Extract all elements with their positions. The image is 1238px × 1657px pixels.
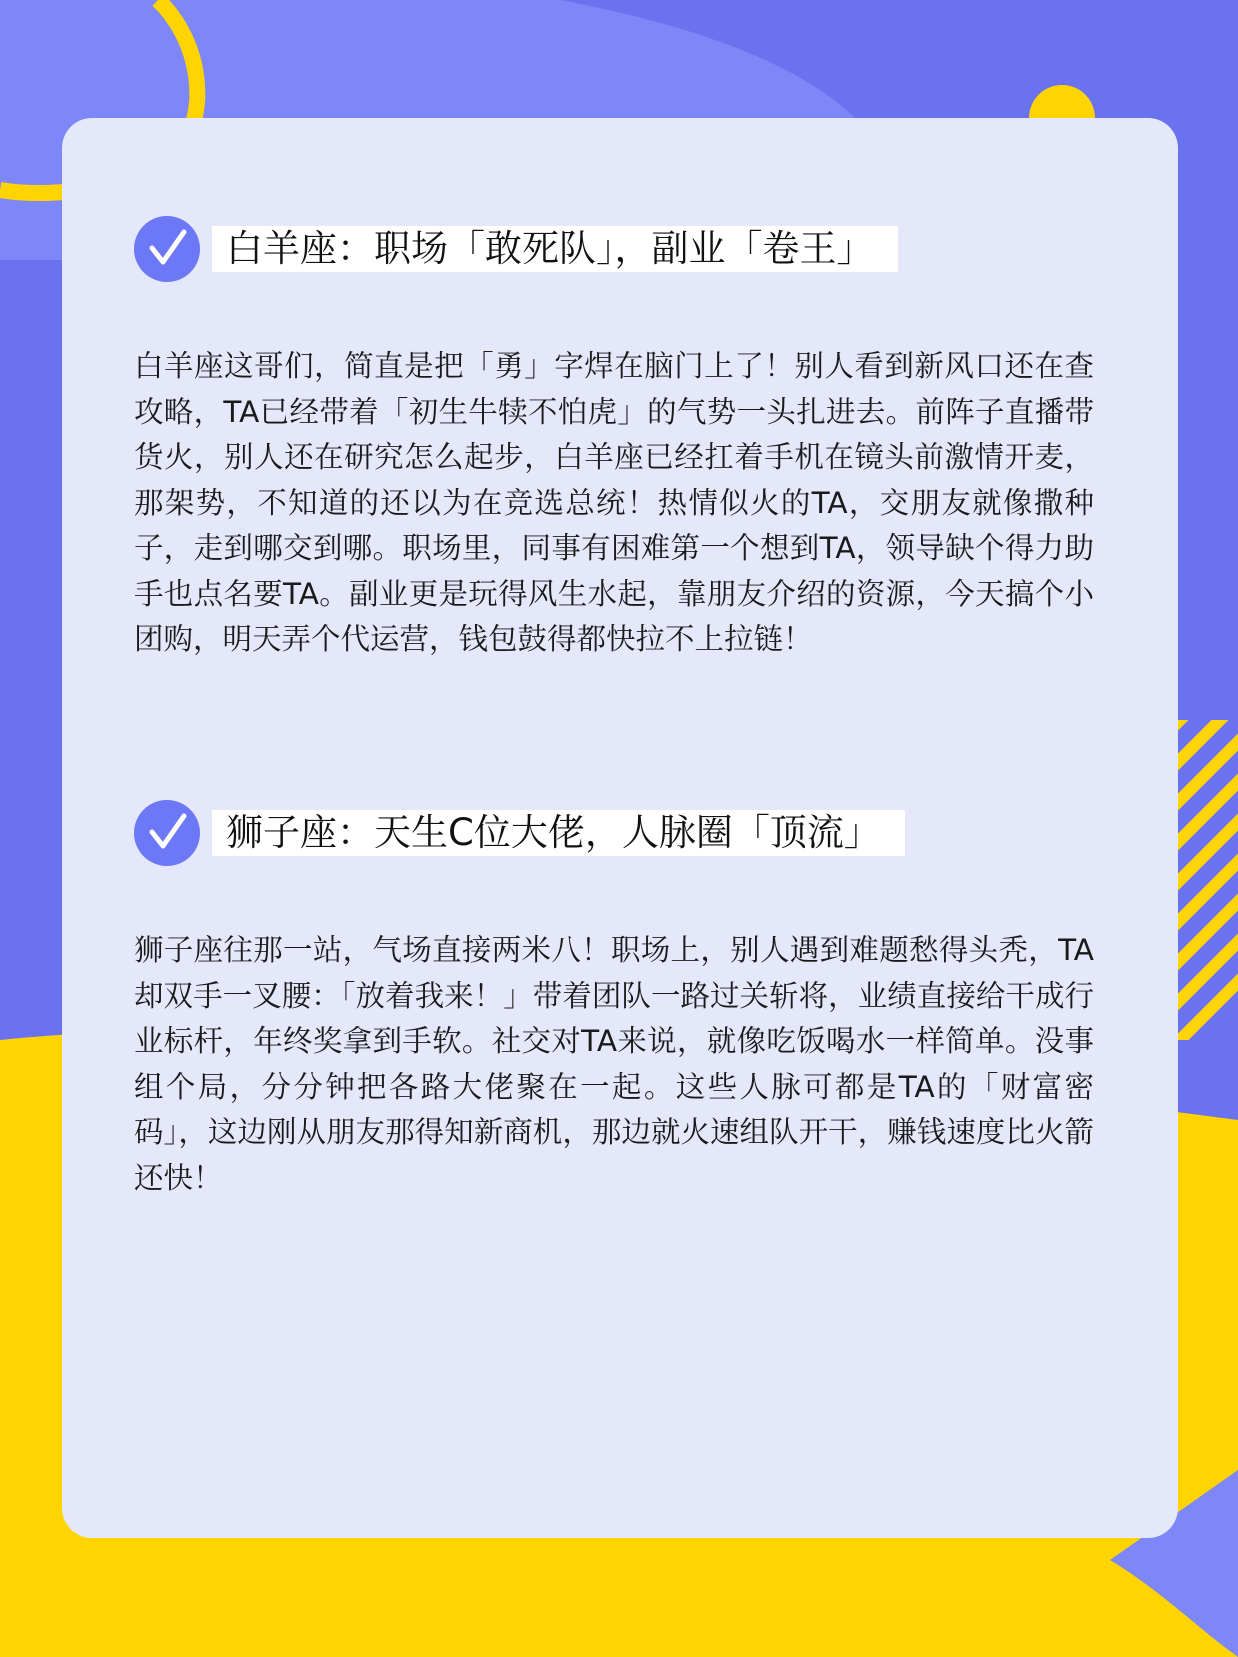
section-leo (134, 800, 1134, 1201)
section-body: 白羊座这哥们，简直是把「勇」字焊在脑门上了！别人看到新风口还在查攻略，TA已经带着「初生牛犊不怕虎」的气势一头扎进去。前阵子直播带货火，别人还在研究怎么起步，白羊座已经扛着手机在镜头前激情开麦，那架势，不知道的还以为在竞选总统！热情似火的TA，交朋友就像撒种子，走到哪交到哪。职场里，同事有困难第一个想到TA，领导缺个得力助手也点名要TA。副业更是玩得风生水起，靠朋友介绍的资源，今天搞个小团购，明天弄个代运营，钱包鼓得都快拉不上拉链！ (134, 349, 1094, 656)
section-body: 狮子座往那一站，气场直接两米八！职场上，别人遇到难题愁得头秃，TA却双手一叉腰：「放着我来！」带着团队一路过关斩将，业绩直接给干成行业标杆，年终奖拿到手软。社交对TA来说，就像吃饭喝水一样简单。没事组个局，分分钟把各路大佬聚在一起。这些人脉可都是TA的「财富密码」，这边刚从朋友那得知新商机，那边就火速组队开干，赚钱速度比火箭还快！ (134, 933, 1094, 1195)
check-icon (134, 800, 200, 866)
section-aries (134, 216, 1134, 663)
section-title: 白羊座：职场「敢死队」，副业「卷王」 (226, 227, 874, 270)
section-heading (134, 800, 1134, 870)
section-title-box (212, 226, 898, 272)
section-heading (134, 216, 1134, 286)
content-card (62, 118, 1178, 1538)
section-title-box (212, 810, 905, 856)
check-icon (134, 216, 200, 282)
section-title: 狮子座：天生C位大佬，人脉圈「顶流」 (226, 811, 881, 854)
